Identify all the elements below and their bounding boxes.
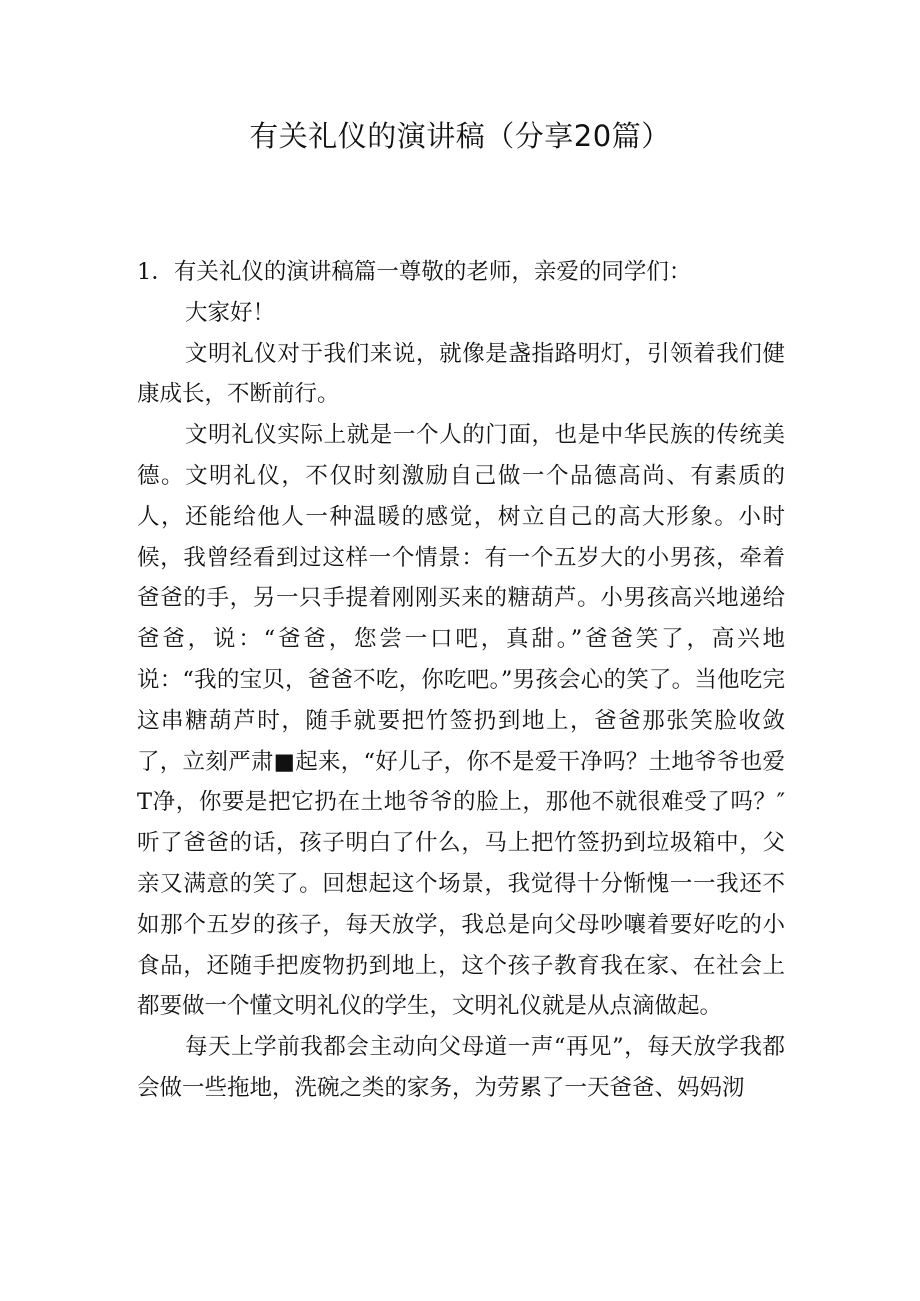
- document-title: 有关礼仪的演讲稿（分享20篇）: [249, 119, 671, 153]
- document-body: [137, 252, 785, 1109]
- paragraph: 文明礼仪对于我们来说，就像是盏指路明灯，引领着我们健康成长，不断前行。: [137, 340, 785, 408]
- paragraph-greeting: 大家好！: [185, 299, 276, 326]
- section-heading: 1．有关礼仪的演讲稿篇一尊敬的老师，亲爱的同学们：: [137, 259, 692, 285]
- paragraph: 每天上学前我都会主动向父母道一声“再见”，每天放学我都会做一些拖地，洗碗之类的家务，为劳累了一天爸爸、妈妈沏: [137, 1034, 785, 1101]
- paragraph: 文明礼仪实际上就是一个人的门面，也是中华民族的传统美德。文明礼仪，不仅时刻激励自己做一个品德高尚、有素质的人，还能给他人一种温暖的感觉，树立自己的高大形象。小时候，我曾经看到过这样一个情景：有一个五岁大的小男孩，牵着爸爸的手，另一只手提着刚刚买来的糖葫芦。小男孩高兴地递给爸爸，说：“爸爸，您尝一口吧，真甜。”爸爸笑了，高兴地说：“我的宝贝，爸爸不吃，你吃吧。”男孩会心的笑了。当他吃完这串糖葫芦时，随手就要把竹签扔到地上，爸爸那张笑脸收敛了，立刻严肃■起来，“好儿子，你不是爱干净吗？土地爷爷也爱T净，你要是把它扔在土地爷爷的脸上，那他不就很难受了吗？″听了爸爸的话，孩子明白了什么，马上把竹签扔到垃圾箱中，父亲又满意的笑了。回想起这个场景，我觉得十分惭愧一一我还不如那个五岁的孩子，每天放学，我总是向父母吵嚷着要好吃的小食品，还随手把废物扔到地上，这个孩子教育我在家、在社会上都要做一个懂文明礼仪的学生，文明礼仪就是从点滴做起。: [137, 422, 785, 1020]
